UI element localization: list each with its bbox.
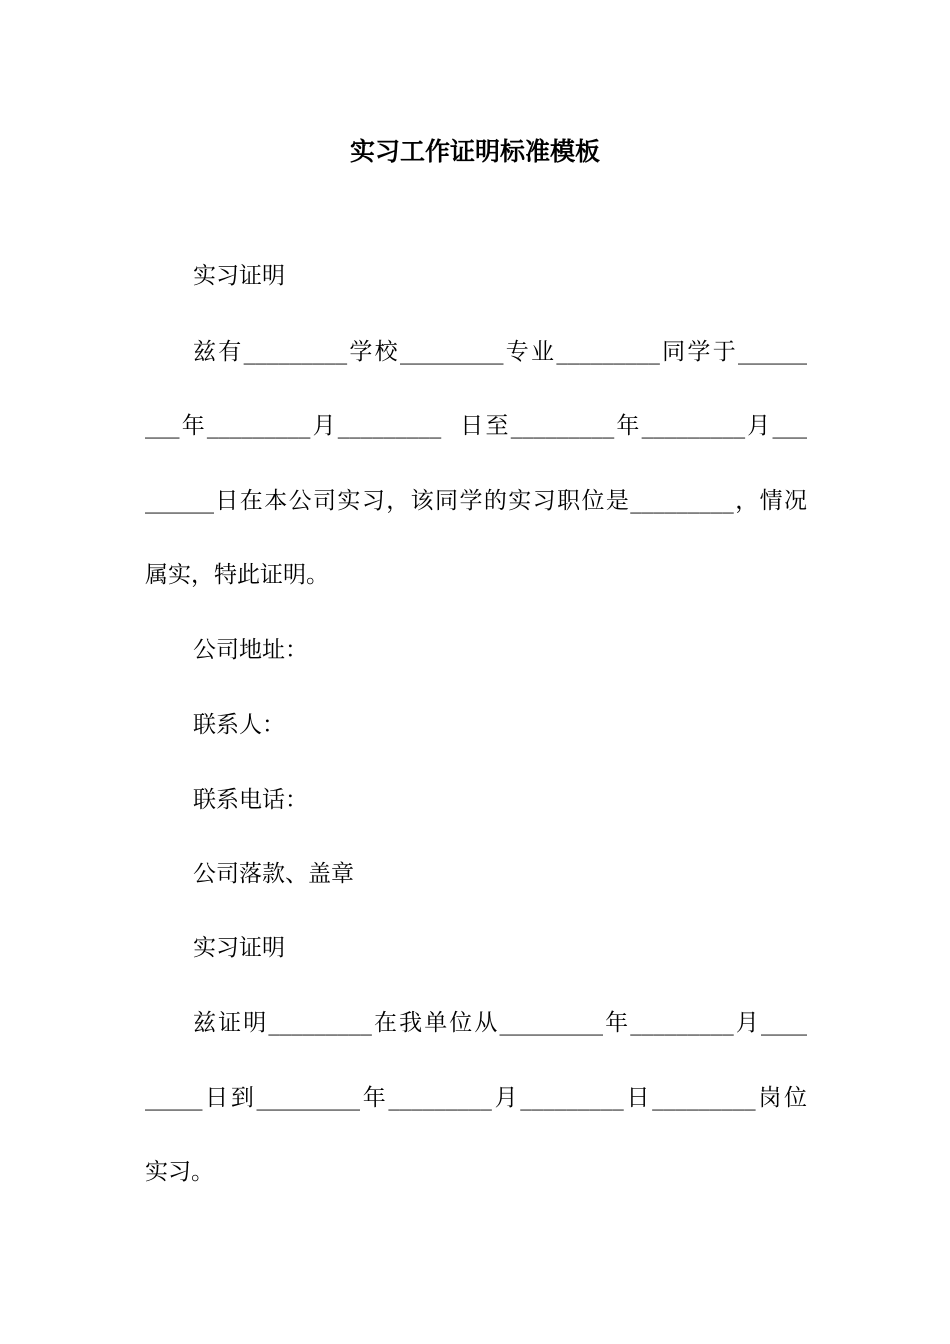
contact-person-label: 联系人： — [193, 712, 285, 738]
section2-paragraph-line-2: _____日到_________年_________月_________日_________岗位 — [145, 1085, 807, 1111]
section1-paragraph-line-2: ___年_________月_________ 日至_________年_________月___ — [145, 413, 807, 439]
company-seal-label: 公司落款、盖章 — [193, 861, 354, 887]
company-address-label: 公司地址： — [193, 637, 308, 663]
document-title: 实习工作证明标准模板 — [349, 137, 600, 166]
section2-heading: 实习证明 — [193, 935, 285, 961]
section1-heading: 实习证明 — [193, 263, 285, 289]
section1-paragraph-line-3: ______日在本公司实习，该同学的实习职位是_________，情况 — [145, 488, 807, 514]
section1-paragraph-line-4: 属实，特此证明。 — [145, 562, 329, 588]
section2-paragraph-line-3: 实习。 — [145, 1159, 214, 1185]
contact-phone-label: 联系电话： — [193, 787, 308, 813]
section1-paragraph-line-1: 兹有_________学校_________专业_________同学于______ — [193, 339, 807, 365]
section2-paragraph-line-1: 兹证明_________在我单位从_________年_________月____ — [193, 1010, 807, 1036]
